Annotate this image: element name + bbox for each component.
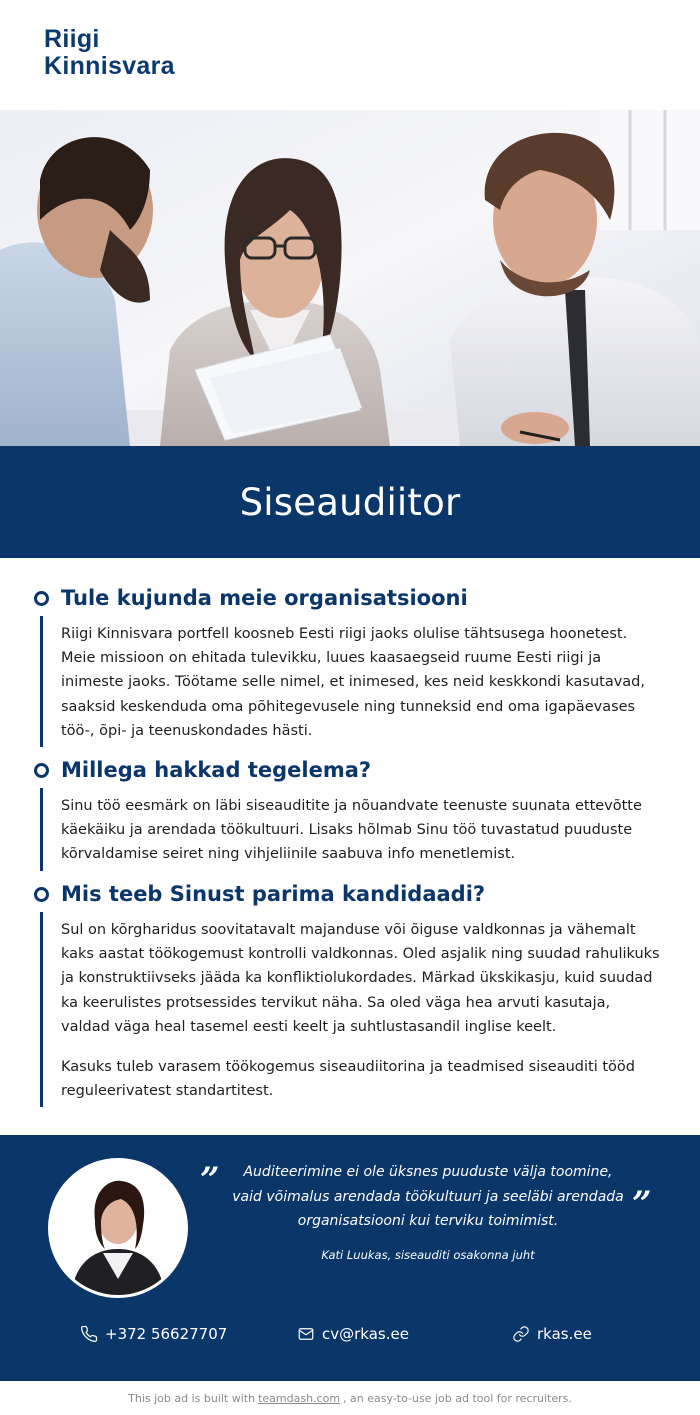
website-link[interactable]: [512, 1325, 592, 1343]
section-body: [40, 788, 680, 871]
job-title: Siseaudiitor: [239, 480, 461, 524]
credit-suffix: , an easy-to-use job ad tool for recruiters.: [343, 1391, 572, 1405]
section-heading: Millega hakkad tegelema?: [61, 758, 372, 782]
circle-bullet-icon: [34, 591, 49, 606]
section-paragraph: Kasuks tuleb varasem töökogemus siseaudiitorina ja teadmised siseauditi tööd reguleerivatest standartitest.: [61, 1059, 635, 1100]
link-icon: [512, 1325, 530, 1343]
hero-image: [0, 110, 700, 446]
contact-bar: [0, 1325, 700, 1347]
circle-bullet-icon: [34, 763, 49, 778]
header: [0, 0, 700, 110]
quote-text: Auditeerimine ei ole üksnes puuduste välja toomine, vaid võimalus arendada töökultuuri ja seeläbi arendada organisatsiooni kui terviku toimimist.: [232, 1164, 624, 1229]
circle-bullet-icon: [34, 887, 49, 902]
job-title-band: [0, 446, 700, 558]
avatar: [48, 1158, 188, 1298]
footer-credit: [0, 1381, 700, 1415]
section-paragraph: Sinu töö eesmärk on läbi siseauditite ja nõuandvate teenuste suunata ettevõtte käekäiku ja arendada töökultuuri. Lisaks hõlmab Sinu töö tuvastatud puuduste kõrvaldamise seiret ning vihjeliinile saabuva info menetlemist.: [61, 798, 642, 863]
logo-line-2: Kinnisvara: [44, 52, 175, 80]
quote-section: [0, 1135, 700, 1381]
close-quote-icon: ”: [632, 1184, 652, 1224]
logo-line-1: Riigi: [44, 25, 100, 53]
company-logo[interactable]: [44, 26, 175, 80]
section-heading: Mis teeb Sinust parima kandidaadi?: [61, 882, 486, 906]
section-organisation: [0, 580, 700, 747]
email-link[interactable]: [297, 1325, 409, 1343]
section-heading: Tule kujunda meie organisatsiooni: [61, 586, 468, 610]
section-paragraph: Sul on kõrgharidus soovitatavalt majanduse või õiguse valdkonnas ja vähemalt kaks aastat töökogemust kontrolli valdkonnas. Oled asjalik ning suudad rahulikuks ja konstruktiivseks jääda ka konfliktiolukordades. Märkad ükskikasju, kuid suudad ka keerulistes protsessides tervikut näha. Sa oled väga hea arvuti kasutaja, valdad väga heal tasemel eesti keelt ja suhtlustasandil inglise keelt.: [61, 922, 660, 1035]
section-responsibilities: [0, 752, 700, 871]
quote-author: Kati Luukas, siseauditi osakonna juht: [321, 1248, 535, 1262]
phone-link[interactable]: [80, 1325, 227, 1343]
section-body: [40, 616, 680, 747]
section-paragraph: Riigi Kinnisvara portfell koosneb Eesti riigi jaoks olulise tähtsusega hoonetest. Meie missioon on ehitada tulevikku, luues kaasaegseid ruume Eesti riigi ja inimeste jaoks. Töötame selle nimel, et inimesed, kes neid keskkondi kasutavad, saaksid keskenduda oma põhitegevusele ning tunneksid end oma igapäevases töö-, õpi- ja teenuskondades hästi.: [61, 626, 646, 739]
phone-number: +372 56627707: [105, 1325, 228, 1343]
email-address: cv@rkas.ee: [322, 1325, 409, 1343]
open-quote-icon: ”: [200, 1160, 220, 1200]
credit-prefix: This job ad is built with: [128, 1391, 256, 1405]
section-header: [0, 752, 700, 788]
section-header: [0, 876, 700, 912]
section-body: [40, 912, 680, 1107]
meeting-photo-illustration: [0, 110, 700, 446]
section-requirements: [0, 876, 700, 1107]
phone-icon: [80, 1325, 98, 1343]
person-portrait-icon: [51, 1161, 185, 1295]
teamdash-link[interactable]: teamdash.com: [258, 1391, 341, 1405]
website-url: rkas.ee: [537, 1325, 592, 1343]
section-header: [0, 580, 700, 616]
mail-icon: [297, 1325, 315, 1343]
